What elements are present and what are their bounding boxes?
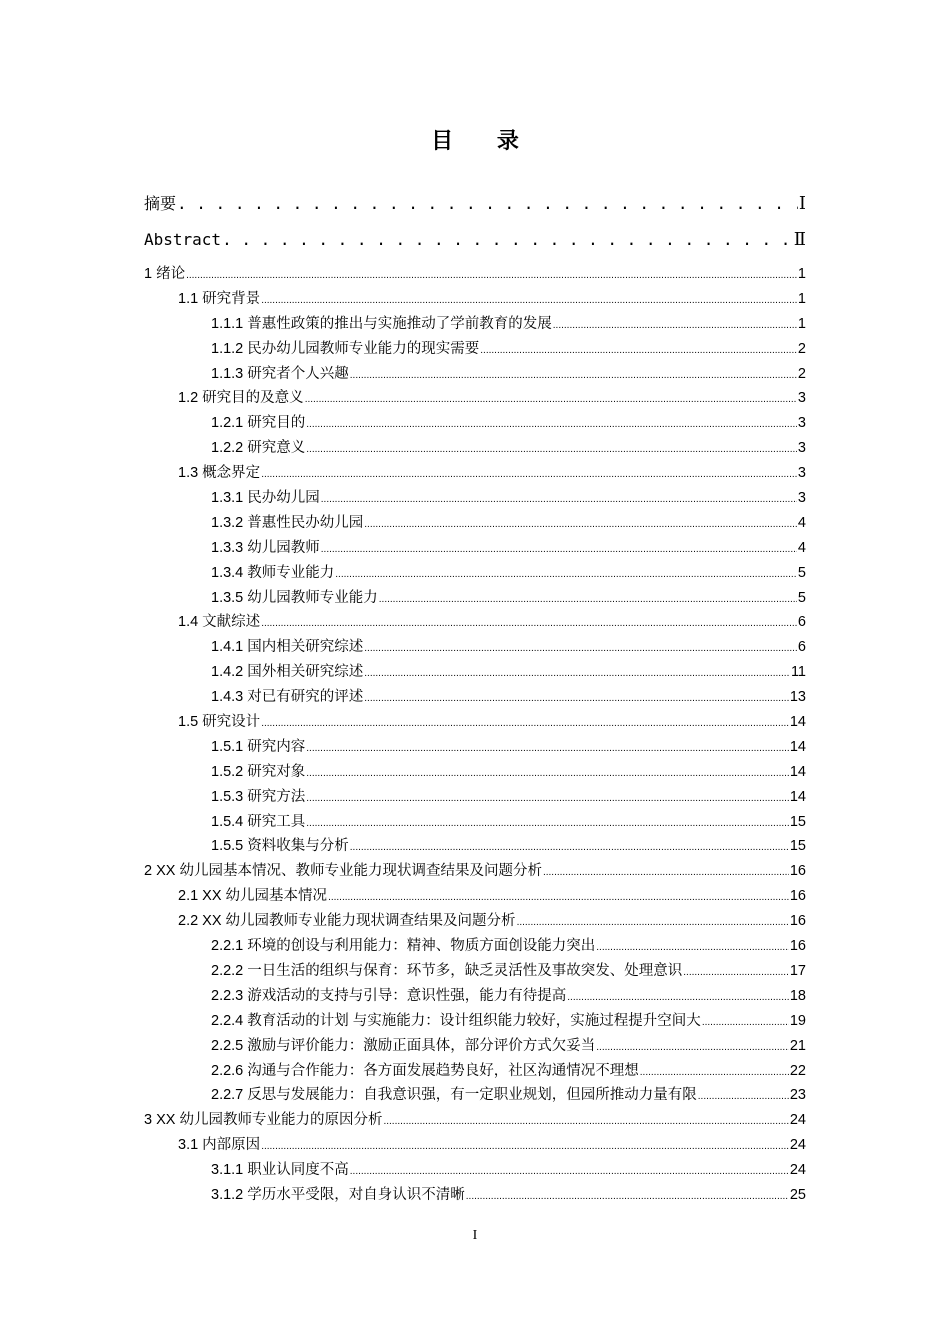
toc-entry-page: 14 <box>789 714 806 731</box>
toc-entry[interactable] <box>144 337 806 362</box>
toc-entry-label: 2.2.1 环境的创设与利用能力：精神、物质方面创设能力突出 <box>211 938 596 955</box>
toc-entry-page: 14 <box>789 788 806 805</box>
dot-leader <box>698 1085 789 1108</box>
toc-entry-abstract-en[interactable] <box>144 226 806 262</box>
dot-leader <box>350 836 789 859</box>
toc-entry-page: 5 <box>797 589 806 606</box>
toc-entry-page: 14 <box>789 763 806 780</box>
toc-entry-page: 24 <box>789 1137 806 1154</box>
toc-entry-label: 3.1 内部原因 <box>178 1137 261 1154</box>
toc-entry-page: 3 <box>797 390 806 407</box>
toc-entry-page: 24 <box>789 1112 806 1129</box>
dot-leader <box>702 1011 789 1034</box>
toc-entry[interactable] <box>144 710 806 735</box>
toc-entry[interactable] <box>144 685 806 710</box>
toc-entry-page: 5 <box>797 564 806 581</box>
toc-entry[interactable] <box>144 635 806 660</box>
toc-entry-label: 2.2.2 一日生活的组织与保育：环节多，缺乏灵活性及事故突发、处理意识 <box>211 962 683 979</box>
toc-entry-page: 16 <box>789 913 806 930</box>
dot-leader <box>567 986 789 1009</box>
dot-leader <box>553 314 797 337</box>
dot-leader <box>328 886 789 909</box>
toc-entry-label: 3.1.2 学历水平受限，对自身认识不清晰 <box>211 1186 465 1203</box>
toc-entry-page: 1 <box>797 290 806 307</box>
dot-leader <box>261 289 797 312</box>
toc-entry-page: 15 <box>789 813 806 830</box>
toc-entry-label: 2.2.7 反思与发展能力：自我意识强，有一定职业规划，但园所推动力量有限 <box>211 1087 697 1104</box>
toc-entry-label: 1.3.4 教师专业能力 <box>211 564 335 581</box>
toc-entry-page: Ⅰ <box>798 193 806 214</box>
toc-entry-page: 16 <box>789 863 806 880</box>
toc-entry-label: 1.3.5 幼儿园教师专业能力 <box>211 589 378 606</box>
toc-entry[interactable] <box>144 735 806 760</box>
toc-entry-label: 1.3 概念界定 <box>178 465 261 482</box>
toc-entry-page: 2 <box>797 365 806 382</box>
dot-leader <box>306 812 789 835</box>
toc-entry-page: 1 <box>797 266 806 282</box>
dot-leader <box>480 339 797 362</box>
dot-leader <box>350 1160 789 1183</box>
toc-entry-abstract-cn[interactable] <box>144 190 806 226</box>
toc-entry-label: 1.1.3 研究者个人兴趣 <box>211 365 349 382</box>
toc-entry-page: 22 <box>789 1062 806 1079</box>
toc-entry-label: 2.2.4 教育活动的计划 与实施能力：设计组织能力较好，实施过程提升空间大 <box>211 1012 701 1029</box>
toc-entry[interactable] <box>144 436 806 461</box>
toc-entry[interactable] <box>144 411 806 436</box>
toc-entry[interactable] <box>144 262 806 287</box>
toc-entry-label: 1.4.1 国内相关研究综述 <box>211 639 364 656</box>
dot-leader <box>364 513 797 536</box>
dot-leader <box>186 264 797 287</box>
dot-leader <box>306 438 797 461</box>
toc-entry-page: 6 <box>797 614 806 631</box>
toc-entry-page: 3 <box>797 415 806 432</box>
toc-entry-label: 1.3.1 民办幼儿园 <box>211 490 320 507</box>
dot-leader <box>306 413 797 436</box>
toc-entry-label: 1.4.3 对已有研究的评述 <box>211 689 364 706</box>
toc-entry-page: 23 <box>789 1087 806 1104</box>
toc-entry-page: 16 <box>789 888 806 905</box>
toc-entry-label: 1.5 研究设计 <box>178 714 261 731</box>
page-number-footer: I <box>472 1228 478 1243</box>
toc-entry-label: 3 XX 幼儿园教师专业能力的原因分析 <box>144 1112 383 1129</box>
toc-title: 目 录 <box>431 129 537 154</box>
toc-entry[interactable] <box>144 909 806 934</box>
toc-entry[interactable] <box>144 1158 806 1183</box>
dot-leader <box>640 1061 789 1084</box>
toc-entry[interactable] <box>144 1083 806 1108</box>
toc-entry-page: 24 <box>789 1162 806 1179</box>
toc-entry[interactable] <box>144 511 806 536</box>
toc-entry-label: 2.2.3 游戏活动的支持与引导：意识性强，能力有待提高 <box>211 987 567 1004</box>
toc-entry[interactable] <box>144 660 806 685</box>
toc-entry[interactable] <box>144 362 806 387</box>
dot-leader <box>379 588 797 611</box>
toc-entry-label: 1.5.5 资料收集与分析 <box>211 838 349 855</box>
toc-entry[interactable] <box>144 561 806 586</box>
toc-entry-label: 2.2 XX 幼儿园教师专业能力现状调查结果及问题分析 <box>178 913 516 930</box>
toc-entry-page: 14 <box>789 738 806 755</box>
toc-entry[interactable] <box>144 536 806 561</box>
toc-entry-label: 1.2 研究目的及意义 <box>178 390 304 407</box>
dot-leader <box>364 687 789 710</box>
table-of-contents <box>144 190 806 1208</box>
toc-entry-page: 3 <box>797 465 806 482</box>
dot-leader <box>306 762 789 785</box>
toc-entry-page: 15 <box>789 838 806 855</box>
toc-entry-page: 18 <box>789 987 806 1004</box>
toc-entry-label: 1.5.4 研究工具 <box>211 813 306 830</box>
toc-entry-label: 1 绪论 <box>144 266 186 282</box>
toc-entry-page: 3 <box>797 490 806 507</box>
dot-leader <box>596 936 789 959</box>
dot-leader <box>261 612 797 635</box>
dot-leader <box>306 737 789 760</box>
toc-entry[interactable] <box>144 386 806 411</box>
toc-entry-page: 6 <box>797 639 806 656</box>
dot-leader <box>683 961 789 984</box>
toc-entry-label: 1.3.2 普惠性民办幼儿园 <box>211 514 364 531</box>
toc-entry-label: 2.2.6 沟通与合作能力：各方面发展趋势良好，社区沟通情况不理想 <box>211 1062 639 1079</box>
dot-leader <box>350 364 797 387</box>
toc-entry-label: 1.2.1 研究目的 <box>211 415 306 432</box>
toc-entry[interactable] <box>144 785 806 810</box>
toc-entry-label: Abstract <box>144 230 222 249</box>
toc-entry-label: 摘要 <box>144 194 177 213</box>
toc-entry[interactable] <box>144 760 806 785</box>
toc-entry-page: 11 <box>790 664 806 681</box>
toc-entry-label: 2.1 XX 幼儿园基本情况 <box>178 888 328 905</box>
toc-entry-label: 1.3.3 幼儿园教师 <box>211 539 320 556</box>
toc-entry-page: 25 <box>789 1186 806 1203</box>
toc-entry-label: 1.1.1 普惠性政策的推出与实施推动了学前教育的发展 <box>211 315 552 332</box>
toc-entries <box>144 262 806 1208</box>
toc-entry[interactable] <box>144 834 806 859</box>
dot-leader <box>261 463 797 486</box>
toc-entry-page: 17 <box>789 962 806 979</box>
toc-entry[interactable] <box>144 610 806 635</box>
toc-entry[interactable] <box>144 1133 806 1158</box>
dot-leader <box>596 1036 789 1059</box>
toc-entry-label: 1.5.3 研究方法 <box>211 788 306 805</box>
dot-leader <box>466 1185 789 1208</box>
toc-entry[interactable] <box>144 461 806 486</box>
toc-entry-label: 3.1.1 职业认同度不高 <box>211 1162 349 1179</box>
toc-entry-page: 4 <box>797 539 806 556</box>
toc-entry-page: 3 <box>797 440 806 457</box>
dot-leader <box>222 226 793 254</box>
toc-entry[interactable] <box>144 486 806 511</box>
toc-entry[interactable] <box>144 1009 806 1034</box>
toc-entry-page: Ⅱ <box>793 229 806 250</box>
toc-entry-page: 19 <box>789 1012 806 1029</box>
toc-entry-page: 2 <box>797 340 806 357</box>
toc-entry[interactable] <box>144 1183 806 1208</box>
toc-entry[interactable] <box>144 287 806 312</box>
dot-leader <box>364 662 790 685</box>
toc-entry[interactable] <box>144 984 806 1009</box>
toc-entry-label: 1.2.2 研究意义 <box>211 440 306 457</box>
toc-entry-page: 4 <box>797 514 806 531</box>
toc-entry-label: 2 XX 幼儿园基本情况、教师专业能力现状调查结果及问题分析 <box>144 863 542 880</box>
toc-entry-page: 1 <box>797 315 806 332</box>
toc-entry-label: 1.4.2 国外相关研究综述 <box>211 664 364 681</box>
dot-leader <box>383 1110 788 1133</box>
toc-entry-page: 21 <box>789 1037 806 1054</box>
toc-entry[interactable] <box>144 1059 806 1084</box>
toc-entry-label: 1.1 研究背景 <box>178 290 261 307</box>
toc-entry-page: 13 <box>789 689 806 706</box>
dot-leader <box>543 861 789 884</box>
toc-entry[interactable] <box>144 884 806 909</box>
toc-entry[interactable] <box>144 1034 806 1059</box>
toc-entry[interactable] <box>144 586 806 611</box>
dot-leader <box>261 712 789 735</box>
dot-leader <box>517 911 789 934</box>
dot-leader <box>321 488 797 511</box>
dot-leader <box>261 1135 789 1158</box>
toc-entry-label: 1.5.2 研究对象 <box>211 763 306 780</box>
toc-entry[interactable] <box>144 810 806 835</box>
toc-entry[interactable] <box>144 959 806 984</box>
dot-leader <box>177 190 798 218</box>
toc-entry-label: 1.5.1 研究内容 <box>211 738 306 755</box>
toc-entry[interactable] <box>144 1108 806 1133</box>
dot-leader <box>306 787 789 810</box>
dot-leader <box>321 538 797 561</box>
toc-entry[interactable] <box>144 312 806 337</box>
toc-entry-label: 2.2.5 激励与评价能力：激励正面具体，部分评价方式欠妥当 <box>211 1037 596 1054</box>
toc-entry-label: 1.4 文献综述 <box>178 614 261 631</box>
dot-leader <box>305 388 797 411</box>
dot-leader <box>364 637 797 660</box>
toc-entry-label: 1.1.2 民办幼儿园教师专业能力的现实需要 <box>211 340 480 357</box>
dot-leader <box>335 563 797 586</box>
toc-entry-page: 16 <box>789 938 806 955</box>
toc-entry[interactable] <box>144 934 806 959</box>
toc-entry[interactable] <box>144 859 806 884</box>
